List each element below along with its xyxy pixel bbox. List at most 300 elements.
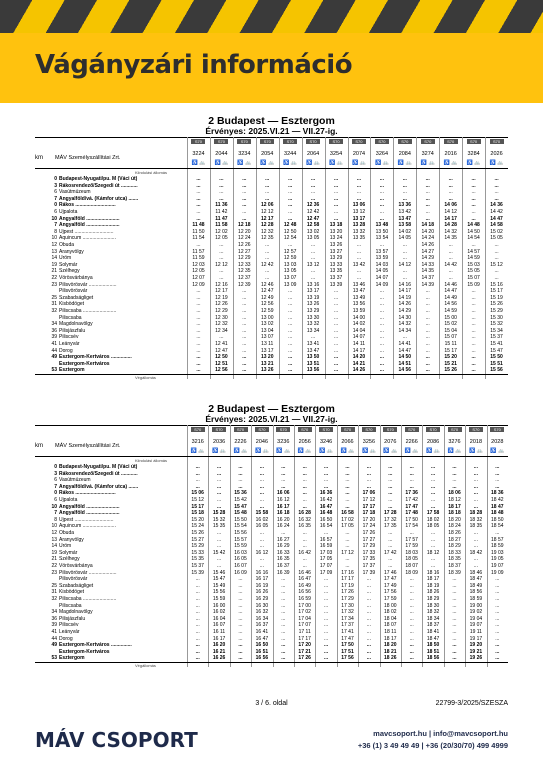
row-station: Magdolnavölgy [59, 321, 93, 328]
row-time: ... [302, 530, 307, 536]
row-station: Szabadságliget [59, 294, 94, 301]
row-time: 12 54 [283, 235, 297, 242]
row-time: 18 39 [448, 569, 461, 576]
row-time: ... [238, 648, 243, 655]
row-time: ... [238, 576, 243, 583]
row-time: ... [452, 483, 457, 490]
row-station: Piliscsaba ........................ [59, 596, 117, 602]
row-time: 19 17 [469, 635, 483, 642]
row-time: 14 17 [398, 288, 412, 295]
row-km: 7 [54, 483, 57, 490]
row-time: ... [265, 255, 270, 262]
row-km: 22 [51, 563, 57, 569]
row-time: 14 20 [421, 228, 434, 235]
row-time: 16 29 [277, 543, 290, 550]
row-time: ... [379, 367, 384, 374]
row-time: ... [473, 556, 478, 563]
row-time: 16 59 [298, 596, 311, 602]
row-time: 14 16 [398, 281, 412, 288]
row-station: Újpest ............................ [59, 228, 114, 235]
row-time: 13 17 [306, 288, 320, 295]
row-time: ... [288, 367, 293, 374]
row-time: ... [219, 248, 224, 255]
row-time: 14 29 [421, 255, 434, 262]
table-row [35, 334, 508, 340]
row-time: 14 32 [398, 321, 412, 328]
row-time: 13 42 [352, 261, 366, 268]
row-time: ... [288, 189, 293, 196]
table-row [35, 235, 508, 241]
row-time: ... [281, 629, 286, 635]
row-time: ... [366, 602, 371, 609]
row-time: 14 04 [352, 327, 366, 334]
row-time: 12 46 [260, 281, 274, 288]
row-time: ... [196, 301, 201, 308]
row-time: ... [217, 464, 222, 470]
accessibility-bike-icon: ♿ 🚲 [233, 448, 248, 454]
row-time: ... [302, 543, 307, 550]
row-km: 53 [51, 367, 57, 374]
row-time: 18 42 [469, 549, 483, 556]
row-station: Pilisvörösvár .................... [59, 281, 117, 288]
row-time: 16 05 [255, 523, 269, 530]
row-time: ... [379, 308, 384, 314]
row-time: 12 05 [192, 268, 205, 275]
row-time: ... [471, 294, 476, 301]
row-time: ... [366, 655, 371, 662]
row-time: 15 29 [490, 308, 503, 314]
row-time: ... [379, 176, 384, 182]
row-time: 15 47 [212, 576, 226, 583]
row-time: ... [242, 360, 247, 367]
row-time: 11 47 [215, 215, 228, 222]
row-time: 16 36 [319, 490, 333, 497]
row-time: ... [494, 182, 499, 189]
row-time: 16 02 [212, 609, 226, 616]
table-row [35, 275, 508, 281]
row-time: 17 26 [298, 655, 311, 662]
train-number: 3236 [277, 439, 290, 445]
row-time: ... [388, 530, 393, 536]
row-km: 6 [54, 477, 57, 484]
row-time: 17 11 [298, 629, 311, 635]
km-header: km [35, 155, 43, 161]
row-time: 18 34 [426, 615, 440, 622]
row-time: 15 59 [234, 543, 247, 550]
row-time: ... [242, 189, 247, 196]
row-km: 10 [51, 235, 57, 242]
row-time: ... [333, 195, 339, 202]
row-time: 18 21 [384, 648, 397, 655]
row-time: 15 47 [490, 347, 503, 354]
row-time: ... [448, 255, 453, 262]
row-time: ... [366, 477, 371, 484]
row-time: ... [259, 556, 264, 563]
row-time: ... [409, 642, 414, 649]
table-row [35, 255, 508, 261]
row-time: ... [196, 308, 201, 314]
row-time: ... [345, 464, 350, 470]
row-time: ... [265, 248, 270, 255]
row-time: 13 27 [329, 248, 343, 255]
row-km: 7 [54, 510, 57, 517]
row-time: 18 11 [384, 629, 397, 635]
row-time: 17 51 [341, 648, 354, 655]
row-km: 31 [51, 589, 57, 596]
row-time: ... [281, 655, 286, 662]
row-time: ... [379, 354, 384, 361]
row-time: ... [473, 497, 478, 503]
train-number: 3274 [421, 151, 434, 157]
table-row [35, 196, 508, 202]
row-time: ... [242, 288, 247, 295]
row-time: ... [265, 242, 270, 248]
row-time: 14 47 [490, 215, 503, 222]
row-station: Aquincum ........................ [59, 235, 116, 242]
row-time: 16 35 [277, 556, 290, 563]
service-badge: S70 [467, 139, 481, 144]
row-time: ... [242, 182, 247, 189]
row-time: 18 12 [426, 549, 440, 556]
row-time: ... [471, 347, 476, 354]
row-station: Rákosrendező/Szegedi út ............ [59, 182, 138, 189]
row-time: 12 12 [215, 261, 228, 268]
row-time: ... [302, 497, 307, 503]
row-time: 13 32 [352, 228, 366, 235]
row-time: ... [425, 215, 430, 222]
row-time: ... [471, 202, 476, 209]
row-time: ... [311, 189, 316, 196]
row-time: ... [219, 195, 224, 202]
row-time: 12 32 [215, 321, 228, 328]
service-badge: S70 [341, 427, 355, 432]
row-time: 12 18 [238, 222, 251, 229]
row-time: 13 21 [260, 360, 274, 367]
row-time: ... [495, 477, 500, 484]
row-time: ... [302, 556, 307, 563]
row-station: Magdolnavölgy [59, 609, 93, 616]
row-time: 16 30 [255, 602, 269, 609]
accessibility-bike-icon: ♿ 🚲 [404, 448, 419, 454]
row-time: 15 16 [490, 281, 503, 288]
accessibility-bike-icon: ♿ 🚲 [306, 160, 321, 166]
row-time: ... [265, 189, 270, 196]
row-time: ... [471, 341, 476, 347]
row-time: ... [471, 308, 476, 314]
row-time: ... [281, 576, 286, 583]
row-time: 15 54 [234, 523, 247, 530]
row-time: ... [366, 609, 371, 616]
row-time: 17 48 [405, 510, 418, 517]
service-badge: S70 [426, 427, 440, 432]
row-station: Dorog [59, 347, 73, 354]
row-time: 13 33 [329, 261, 343, 268]
row-time: ... [195, 655, 200, 662]
row-time: 13 26 [306, 301, 320, 308]
row-time: 14 19 [398, 294, 412, 301]
row-time: ... [452, 635, 457, 642]
row-time: 12 50 [215, 354, 228, 361]
row-time: 13 19 [306, 294, 320, 301]
row-station: Aquincum ........................ [59, 523, 116, 530]
accessibility-bike-icon: ♿ 🚲 [397, 160, 412, 166]
page-number: 3 / 6. oldal [255, 700, 288, 707]
table-row [35, 530, 508, 536]
row-time: 16 17 [212, 635, 226, 642]
row-km: 23 [51, 569, 57, 576]
row-time: 12 32 [260, 228, 274, 235]
row-time: 15 00 [444, 314, 457, 321]
row-time: ... [473, 563, 478, 569]
service-badge: S70 [421, 139, 435, 144]
row-time: ... [345, 536, 350, 543]
row-time: 18 37 [426, 622, 440, 629]
row-time: 16 50 [319, 516, 333, 523]
row-time: 19 03 [491, 549, 504, 556]
row-time: ... [238, 622, 243, 629]
row-time: ... [324, 642, 329, 649]
row-time: ... [195, 602, 200, 609]
table-row [35, 609, 508, 615]
row-time: ... [281, 483, 286, 490]
terminus-note: Végállomás [135, 663, 156, 668]
row-time: ... [242, 301, 247, 308]
row-km: 3 [54, 182, 57, 189]
row-time: ... [302, 483, 307, 490]
row-time: 13 26 [260, 367, 274, 374]
row-km: 21 [51, 268, 57, 275]
row-time: ... [402, 268, 407, 275]
row-time: ... [345, 563, 350, 569]
row-time: ... [265, 182, 270, 189]
row-time: 13 47 [306, 347, 320, 354]
row-time: ... [288, 202, 293, 209]
row-station: Kisbödöget [59, 301, 85, 308]
row-time: ... [356, 268, 362, 275]
row-time: 19 02 [469, 609, 483, 616]
row-time: 12 56 [215, 367, 228, 374]
row-time: ... [379, 195, 384, 202]
timetable-title: 2 Budapest — Esztergom [208, 403, 335, 415]
row-time: 18 19 [426, 582, 440, 589]
row-time: 14 21 [352, 360, 366, 367]
row-time: 15 59 [212, 596, 226, 602]
row-time: ... [345, 530, 350, 536]
row-time: 16 54 [319, 523, 333, 530]
row-time: ... [281, 470, 286, 477]
row-time: ... [366, 483, 371, 490]
row-time: 12 59 [260, 308, 274, 314]
row-time: 13 02 [306, 228, 320, 235]
row-time: 19 26 [469, 655, 483, 662]
table-row [35, 216, 508, 222]
row-time: 13 50 [375, 228, 389, 235]
row-time: 18 26 [384, 655, 397, 662]
row-time: ... [196, 242, 201, 248]
row-time: ... [281, 615, 286, 622]
row-time: ... [388, 556, 393, 563]
row-time: 16 12 [255, 549, 269, 556]
row-time: ... [333, 301, 339, 308]
row-time: ... [409, 582, 414, 589]
row-time: 18 29 [448, 543, 461, 550]
brand-logo: MÁV CSOPORT [35, 728, 198, 752]
row-time: ... [495, 596, 500, 602]
row-time: ... [431, 530, 436, 536]
row-km: 7 [54, 222, 57, 229]
row-time: 16 37 [255, 622, 269, 629]
row-time: 13 30 [306, 314, 320, 321]
row-time: 14 07 [352, 334, 366, 341]
train-number: 2036 [212, 439, 226, 445]
row-time: 18 07 [405, 563, 418, 569]
row-time: ... [452, 642, 457, 649]
row-time: 12 29 [238, 255, 251, 262]
row-time: 14 29 [398, 308, 412, 314]
row-time: 16 19 [255, 582, 269, 589]
row-time: 15 26 [191, 530, 204, 536]
row-km: 0 [54, 176, 57, 182]
row-time: ... [238, 642, 243, 649]
row-time: 17 30 [341, 602, 354, 609]
row-km: 53 [51, 655, 57, 662]
table-row [35, 315, 508, 321]
row-time: 16 51 [255, 648, 269, 655]
train-number: 2074 [352, 151, 366, 157]
row-time: 18 05 [426, 523, 440, 530]
row-station: Esztergom-Kertváros ............... [59, 642, 132, 649]
row-time: ... [238, 615, 243, 622]
row-time: 18 02 [384, 609, 397, 616]
row-station: Rákos ............................. [59, 202, 116, 209]
row-time: ... [471, 242, 476, 248]
row-time: ... [388, 477, 393, 484]
row-time: ... [345, 497, 350, 503]
service-badge: S70 [383, 427, 397, 432]
row-time: 13 05 [306, 235, 320, 242]
row-time: ... [217, 563, 222, 569]
row-time: ... [471, 195, 476, 202]
row-time: ... [425, 327, 430, 334]
accessibility-bike-icon: ♿ 🚲 [352, 160, 366, 166]
row-time: 16 29 [255, 596, 269, 602]
row-time: ... [409, 483, 414, 490]
row-time: 14 03 [375, 261, 389, 268]
row-time: 15 56 [490, 367, 503, 374]
row-time: 16 56 [298, 589, 311, 596]
row-time: ... [324, 576, 329, 583]
row-time: ... [366, 576, 371, 583]
row-time: ... [345, 477, 350, 484]
train-number: 2076 [384, 439, 397, 445]
row-time: 15 30 [490, 314, 503, 321]
row-time: 15 49 [212, 582, 226, 589]
row-time: 17 04 [298, 615, 311, 622]
row-time: ... [473, 477, 478, 484]
row-time: ... [333, 347, 339, 354]
row-time: ... [288, 209, 293, 215]
row-time: 13 57 [375, 248, 389, 255]
row-time: 13 16 [306, 281, 320, 288]
row-time: 18 28 [469, 510, 483, 517]
row-time: 15 26 [444, 367, 457, 374]
row-time: 18 54 [491, 523, 504, 530]
row-time: ... [431, 556, 436, 563]
service-badge: S70 [405, 427, 419, 432]
row-time: ... [388, 563, 393, 569]
row-time: ... [196, 341, 201, 347]
row-station: Üröm [59, 255, 72, 262]
row-time: ... [471, 288, 476, 295]
row-km: 34 [51, 609, 57, 616]
row-time: ... [471, 367, 476, 374]
accessibility-bike-icon: ♿ 🚲 [426, 448, 441, 454]
service-badge: S70 [260, 139, 274, 144]
row-time: ... [333, 308, 339, 314]
train-number: 2016 [444, 151, 457, 157]
row-time: 17 50 [341, 642, 354, 649]
row-time: 16 32 [298, 516, 311, 523]
row-time: 13 42 [398, 209, 412, 215]
row-time: ... [195, 477, 200, 484]
row-time: ... [281, 648, 286, 655]
row-time: ... [242, 215, 247, 222]
train-number: 2044 [215, 151, 228, 157]
row-station: Pilisvörösvár [59, 288, 88, 295]
row-time: ... [388, 536, 393, 543]
row-time: ... [494, 248, 499, 255]
service-badge: S70 [191, 139, 205, 144]
row-time: ... [242, 327, 247, 334]
row-time: 15 12 [191, 497, 204, 503]
divider [35, 374, 508, 375]
table-row [35, 603, 508, 609]
row-time: ... [324, 477, 329, 484]
row-station: Esztergom [59, 367, 85, 374]
row-station: Solymár [59, 261, 78, 268]
row-km: 6 [54, 497, 57, 503]
row-time: ... [195, 589, 200, 596]
row-station: Angyalföld ........................ [59, 503, 120, 510]
row-time: 17 50 [405, 516, 418, 523]
row-station: Vörösvárbánya [59, 563, 93, 569]
table-row [35, 596, 508, 602]
row-time: 17 36 [405, 490, 418, 497]
row-time: ... [431, 490, 436, 497]
row-time: ... [495, 609, 500, 616]
row-km: 23 [51, 281, 57, 288]
train-number: 2064 [306, 151, 320, 157]
row-time: 18 42 [491, 497, 504, 503]
row-time: 14 35 [421, 268, 434, 275]
row-time: 15 24 [191, 523, 204, 530]
row-time: 18 03 [405, 549, 418, 556]
row-time: 15 46 [212, 569, 226, 576]
row-time: ... [196, 182, 201, 189]
row-time: 17 49 [384, 582, 397, 589]
row-time: ... [356, 242, 362, 248]
row-time: 12 33 [238, 261, 251, 268]
accessibility-bike-icon: ♿ 🚲 [254, 448, 269, 454]
table-row [35, 642, 508, 648]
row-time: 18 37 [448, 563, 461, 569]
service-badge: S70 [298, 427, 312, 432]
row-time: 14 54 [467, 235, 480, 242]
row-time: 13 32 [306, 321, 320, 328]
row-time: 14 33 [421, 261, 434, 268]
row-time: 14 49 [444, 294, 457, 301]
row-time: ... [242, 334, 247, 341]
